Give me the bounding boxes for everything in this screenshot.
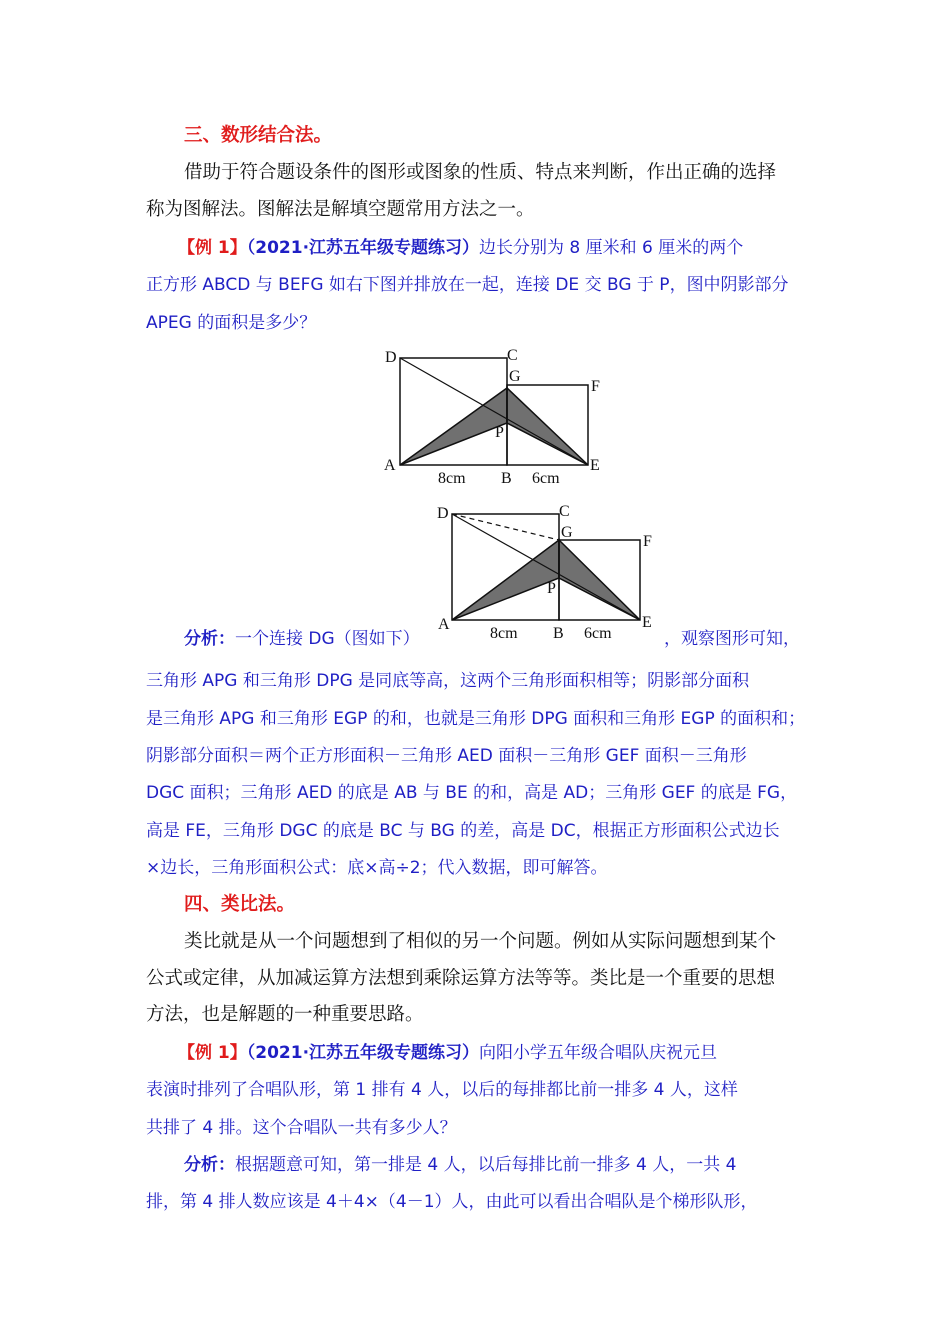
section3-para-line1: 借助于符合题设条件的图形或图象的性质、特点来判断，作出正确的选择 bbox=[184, 162, 777, 183]
dim-6cm: 6cm bbox=[532, 470, 560, 487]
section4-para-line3: 方法，也是解题的一种重要思路。 bbox=[146, 1004, 424, 1025]
dim-6cm-2: 6cm bbox=[584, 625, 612, 642]
shaded-triangle-apg-2 bbox=[452, 540, 559, 620]
shaded-triangle-apg bbox=[400, 388, 507, 465]
example2-tag: 【例 1】 bbox=[178, 1043, 247, 1063]
example2-q-line3: 共排了 4 排。这个合唱队一共有多少人？ bbox=[146, 1118, 457, 1138]
example1-line1 bbox=[178, 236, 743, 260]
analysis1-line1: 分析：一个连接 DG（图如下） bbox=[184, 629, 420, 649]
label-c-2: C bbox=[559, 503, 570, 520]
analysis1-line1-tail: ，观察图形可知， bbox=[664, 629, 800, 649]
label-f: F bbox=[591, 378, 600, 395]
example2-line1 bbox=[178, 1041, 717, 1065]
section3-heading: 三、数形结合法。 bbox=[184, 125, 333, 146]
label-b-2: B bbox=[553, 625, 564, 642]
label-b: B bbox=[501, 470, 512, 487]
analysis1-line5: DGC 面积；三角形 AED 的底是 AB 与 BE 的和，高是 AD；三角形 GEF 的底是 FG， bbox=[146, 783, 798, 803]
section3-para-line2: 称为图解法。图解法是解填空题常用方法之一。 bbox=[146, 199, 535, 220]
label-a: A bbox=[384, 457, 396, 474]
label-d: D bbox=[385, 349, 397, 366]
label-p: P bbox=[495, 424, 504, 441]
label-p-2: P bbox=[547, 580, 556, 597]
figure-2-squares-dg bbox=[432, 500, 664, 645]
section4-heading: 四、类比法。 bbox=[184, 894, 296, 915]
example1-q-line2: 正方形 ABCD 与 BEFG 如右下图并排放在一起，连接 DE 交 BG 于 P，图中阴影部分 bbox=[146, 275, 789, 295]
analysis2-label: 分析： bbox=[184, 1155, 235, 1175]
analysis1-label: 分析： bbox=[184, 629, 235, 649]
example2-source: （2021·江苏五年级专题练习） bbox=[246, 1043, 480, 1063]
label-g: G bbox=[509, 368, 521, 385]
example1-q-line1: 边长分别为 8 厘米和 6 厘米的两个 bbox=[479, 238, 744, 258]
example1-source: （2021·江苏五年级专题练习） bbox=[246, 238, 480, 258]
section4-para-line1: 类比就是从一个问题想到了相似的另一个问题。例如从实际问题想到某个 bbox=[184, 931, 777, 952]
shaded-triangle-gpe-2 bbox=[559, 540, 640, 620]
analysis1-line6: 高是 FE，三角形 DGC 的底是 BC 与 BG 的差，高是 DC，根据正方形面积公式边长 bbox=[146, 821, 780, 841]
label-a-2: A bbox=[438, 616, 450, 633]
example1-tag: 【例 1】 bbox=[178, 238, 247, 258]
label-f-2: F bbox=[643, 533, 652, 550]
dim-8cm-2: 8cm bbox=[490, 625, 518, 642]
label-d-2: D bbox=[437, 505, 449, 522]
analysis1-line4: 阴影部分面积＝两个正方形面积－三角形 AED 面积－三角形 GEF 面积－三角形 bbox=[146, 746, 747, 766]
analysis1-line7: ×边长，三角形面积公式：底×高÷2；代入数据，即可解答。 bbox=[146, 858, 608, 878]
section4-para-line2: 公式或定律，从加减运算方法想到乘除运算方法等等。类比是一个重要的思想 bbox=[146, 968, 776, 989]
label-e-2: E bbox=[642, 614, 652, 631]
figure-1-squares bbox=[380, 345, 610, 490]
example2-q-line1: 向阳小学五年级合唱队庆祝元旦 bbox=[479, 1043, 718, 1063]
analysis2-line1: 分析：根据题意可知，第一排是 4 人，以后每排比前一排多 4 人，一共 4 bbox=[184, 1155, 737, 1175]
label-c: C bbox=[507, 347, 518, 364]
dashed-line-dg bbox=[452, 514, 559, 540]
example1-q-line3: APEG 的面积是多少？ bbox=[146, 313, 317, 333]
example2-q-line2: 表演时排列了合唱队形，第 1 排有 4 人，以后的每排都比前一排多 4 人，这样 bbox=[146, 1080, 738, 1100]
analysis2-line2: 排，第 4 排人数应该是 4＋4×（4－1）人，由此可以看出合唱队是个梯形队形， bbox=[146, 1192, 758, 1212]
analysis1-line2: 三角形 APG 和三角形 DPG 是同底等高，这两个三角形面积相等；阴影部分面积 bbox=[146, 671, 750, 691]
dim-8cm: 8cm bbox=[438, 470, 466, 487]
label-e: E bbox=[590, 457, 600, 474]
analysis1-line3: 是三角形 APG 和三角形 EGP 的和，也就是三角形 DPG 面积和三角形 EGP 的面积和； bbox=[146, 709, 806, 729]
label-g-2: G bbox=[561, 524, 573, 541]
